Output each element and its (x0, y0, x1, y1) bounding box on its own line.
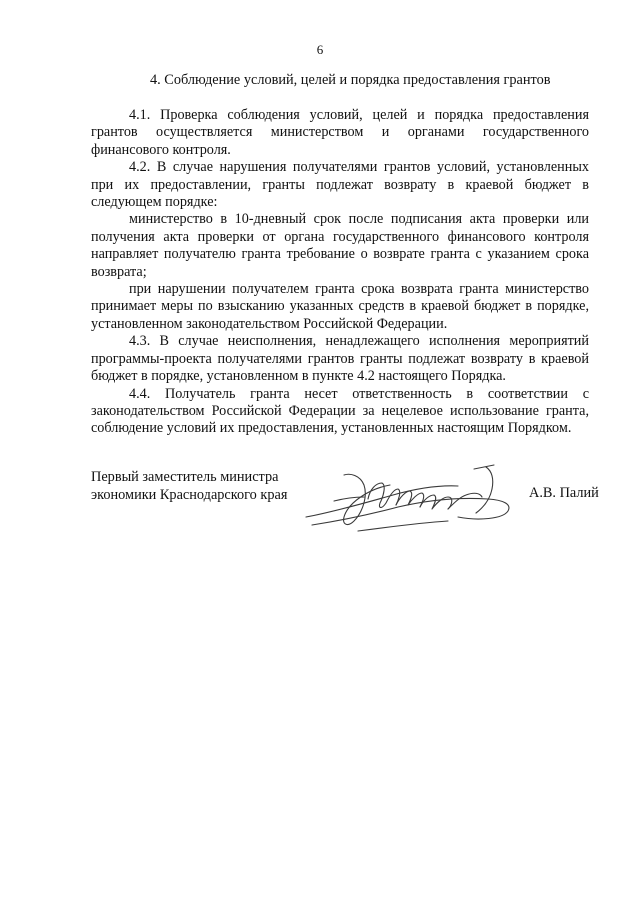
handwritten-signature-icon (298, 455, 528, 540)
paragraph-4-2: 4.2. В случае нарушения получателями грантов условий, установленных при их предоставлении, гранты подлежат возврату в краевой бюджет в следующем порядке: (91, 159, 589, 211)
section-heading: 4. Соблюдение условий, целей и порядка предоставления грантов (150, 72, 551, 88)
page-number: 6 (316, 42, 324, 57)
paragraph-4-1: 4.1. Проверка соблюдения условий, целей и порядка предоставления грантов осуществляется министерством и органами государственного финансового контроля. (91, 107, 589, 158)
paragraph-4-4: 4.4. Получатель гранта несет ответственность в соответствии с законодательством Российской Федерации за нецелевое использование гранта, соблюдение условий их предоставления, установленных настоящим Порядком. (91, 385, 589, 437)
paragraph-4-3: 4.3. В случае неисполнения, ненадлежащего исполнения мероприятий программы-проекта получателями грантов гранты подлежат возврату в краевой бюджет в порядке, установленном в пункте 4.2 настоящего Порядка. (91, 333, 589, 385)
paragraph-4-2-ministry: министерство в 10-дневный срок после подписания акта проверки или получения акта проверки от органа государственного финансового контроля направляет получателю гранта требование о возврате гранта с указанием срока возврата; (91, 211, 589, 280)
signatory-title-line-1: Первый заместитель министра (91, 469, 279, 485)
signatory-title (91, 468, 287, 504)
paragraph-4-2-violation: при нарушении получателем гранта срока возврата гранта министерство принимает меры по взысканию указанных средств в краевой бюджет в порядке, установленном законодательством Российской Федерации. (91, 281, 589, 332)
signatory-name: А.В. Палий (529, 485, 599, 501)
signatory-title-line-2: экономики Краснодарского края (91, 487, 288, 503)
section-body (91, 107, 589, 438)
